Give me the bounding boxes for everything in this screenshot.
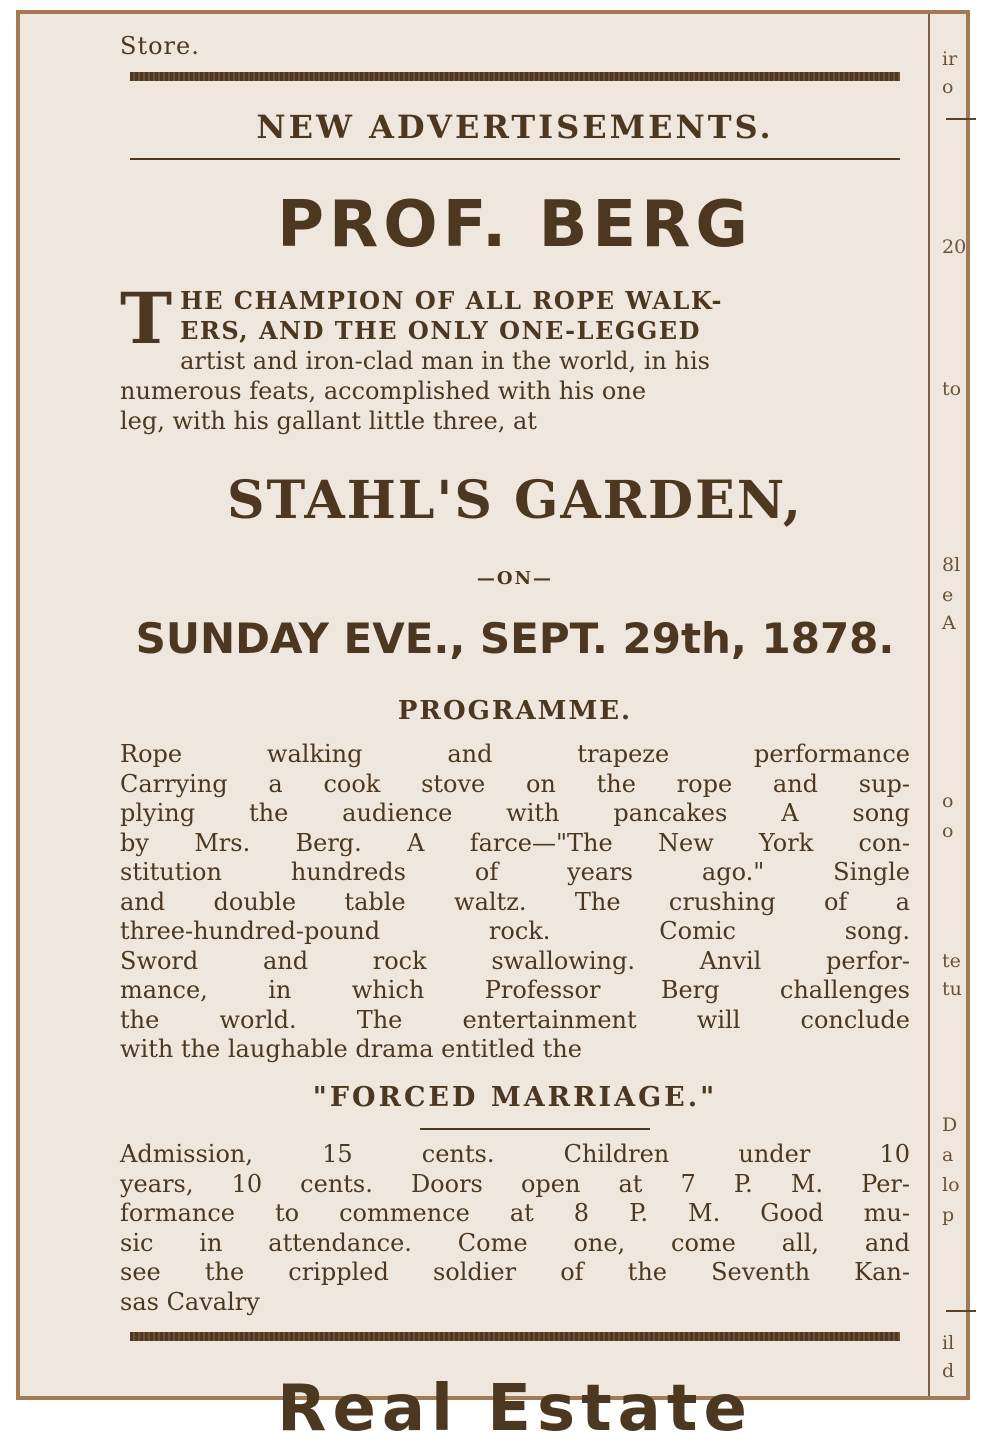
column-fragment: te (942, 950, 961, 972)
adjacent-column-fragments (928, 14, 976, 1396)
on-label: —ON— (476, 568, 554, 589)
admission-line: years, 10 cents. Doors open at 7 P. M. Per- (120, 1169, 910, 1198)
column-fragment: a (942, 1144, 954, 1166)
top-text-fragment: Store. (120, 32, 200, 60)
column-fragment: lo (942, 1174, 960, 1196)
column-fragment: p (942, 1204, 955, 1226)
admission-line: Admission, 15 cents. Children under 10 (120, 1140, 910, 1168)
programme-line: three-hundred-pound rock. Comic song. (120, 917, 910, 945)
section-rule (130, 158, 900, 160)
column-fragment: o (942, 76, 954, 98)
admission-line: sic in attendance. Come one, come all, and (120, 1228, 910, 1257)
intro-line: ERS, AND THE ONLY ONE-LEGGED (180, 316, 701, 345)
event-date: SUNDAY EVE., SEPT. 29th, 1878. (135, 614, 895, 663)
column-rule (946, 1310, 976, 1312)
column-fragment: to (942, 378, 962, 400)
intro-paragraph (120, 277, 910, 436)
venue-heading: STAHL'S GARDEN, (226, 470, 804, 531)
admission-line: formance to commence at 8 P. M. Good mu- (120, 1199, 910, 1227)
programme-line: Sword and rock swallowing. Anvil perfor- (120, 946, 910, 975)
intro-line: artist and iron-clad man in the world, in his (180, 347, 710, 375)
column-fragment: 20 (942, 236, 967, 258)
column-fragment: il (942, 1332, 955, 1354)
programme-heading: PROGRAMME. (397, 696, 633, 726)
column-rule (946, 118, 976, 120)
column-fragment: ir (942, 48, 958, 70)
column-fragment: D (942, 1114, 958, 1136)
programme-line: mance, in which Professor Berg challenges (120, 976, 910, 1004)
headline: PROF. BERG (277, 188, 753, 262)
programme-line: with the laughable drama entitled the (120, 1035, 582, 1063)
column-fragment: d (942, 1360, 955, 1382)
programme-line: Rope walking and trapeze performance (120, 740, 910, 768)
advertisement-column (120, 14, 910, 1446)
newspaper-clipping (16, 10, 970, 1446)
drama-rule (420, 1128, 650, 1130)
programme-line: stitution hundreds of years ago." Single (120, 858, 910, 886)
intro-line: HE CHAMPION OF ALL ROPE WALK- (180, 286, 723, 315)
column-fragment: e (942, 584, 954, 606)
top-thick-rule (130, 72, 900, 81)
column-fragment: 8l (942, 554, 961, 576)
drama-title: "FORCED MARRIAGE." (312, 1082, 718, 1113)
programme-body (120, 740, 910, 1065)
drop-cap: T (120, 277, 173, 360)
column-fragment: A (942, 612, 956, 634)
column-fragment: o (942, 820, 954, 842)
intro-line: numerous feats, accomplished with his one (120, 377, 647, 405)
programme-line: and double table waltz. The crushing of a (120, 887, 910, 916)
column-fragment: o (942, 790, 954, 812)
section-heading: NEW ADVERTISEMENTS. (256, 108, 774, 146)
bottom-heading-fragment: Real Estate (277, 1372, 753, 1446)
admission-line: sas Cavalry (120, 1287, 260, 1316)
admission-line: see the crippled soldier of the Seventh Kan- (120, 1258, 910, 1286)
column-fragment: tu (942, 978, 962, 1000)
programme-line: plying the audience with pancakes A song (120, 799, 910, 827)
programme-line: the world. The entertainment will conclude (120, 1005, 910, 1034)
intro-line: leg, with his gallant little three, at (120, 407, 537, 435)
admission-paragraph (120, 1140, 910, 1317)
bottom-thick-rule (130, 1332, 900, 1341)
programme-line: Carrying a cook stove on the rope and sup- (120, 769, 910, 798)
programme-line: by Mrs. Berg. A farce—"The New York con- (120, 828, 910, 857)
